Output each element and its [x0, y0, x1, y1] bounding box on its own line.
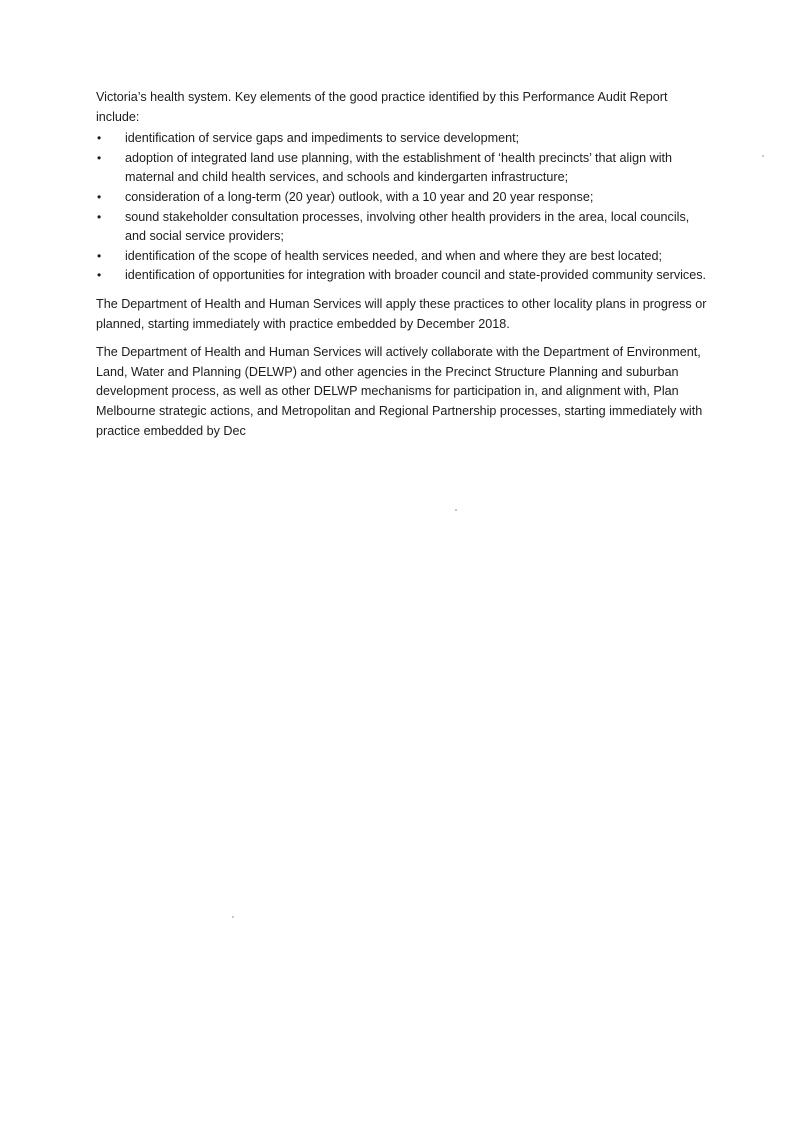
good-practice-list — [96, 129, 708, 286]
bullet-icon: • — [97, 248, 102, 263]
list-item — [96, 208, 708, 247]
bullet-icon: • — [97, 268, 102, 283]
list-item — [96, 129, 708, 149]
list-item — [96, 149, 708, 188]
list-item — [96, 188, 708, 208]
list-item — [96, 247, 708, 267]
list-item-text: identification of the scope of health services needed, and when and where they are best located; — [125, 248, 662, 263]
collaboration-paragraph: The Department of Health and Human Services will actively collaborate with the Department of Environment, Land, Water and Planning (DELWP) and other agencies in the Precinct Structure Planning and suburban development process, as well as other DELWP mechanisms for participation in, and alignment with, Plan Melbourne strategic actions, and Metropolitan and Regional Partnership processes, starting immediately with practice embedded by Dec — [96, 345, 703, 438]
scan-speck — [232, 916, 234, 918]
scan-speck — [762, 155, 764, 157]
list-item-text: sound stakeholder consultation processes, involving other health providers in the area, local councils, and social service providers; — [125, 209, 690, 244]
list-item — [96, 266, 708, 286]
list-item-text: consideration of a long-term (20 year) outlook, with a 10 year and 20 year response; — [125, 189, 594, 204]
list-item-text: identification of service gaps and impediments to service development; — [125, 131, 520, 146]
list-item-text: identification of opportunities for integration with broader council and state-provided community services. — [125, 268, 707, 283]
document-body — [96, 88, 708, 441]
bullet-icon: • — [97, 209, 102, 224]
bullet-icon: • — [97, 131, 102, 146]
bullet-icon: • — [97, 150, 102, 165]
locality-plans-paragraph: The Department of Health and Human Services will apply these practices to other locality plans in progress or planned, starting immediately with practice embedded by December 2018. — [96, 296, 707, 331]
list-item-text: adoption of integrated land use planning, with the establishment of ‘health precincts’ that align with maternal and child health services, and schools and kindergarten infrastructure; — [125, 150, 673, 185]
intro-paragraph: Victoria’s health system. Key elements of the good practice identified by this Performance Audit Report include: — [96, 90, 668, 124]
bullet-icon: • — [97, 189, 102, 204]
scan-speck — [455, 509, 457, 511]
